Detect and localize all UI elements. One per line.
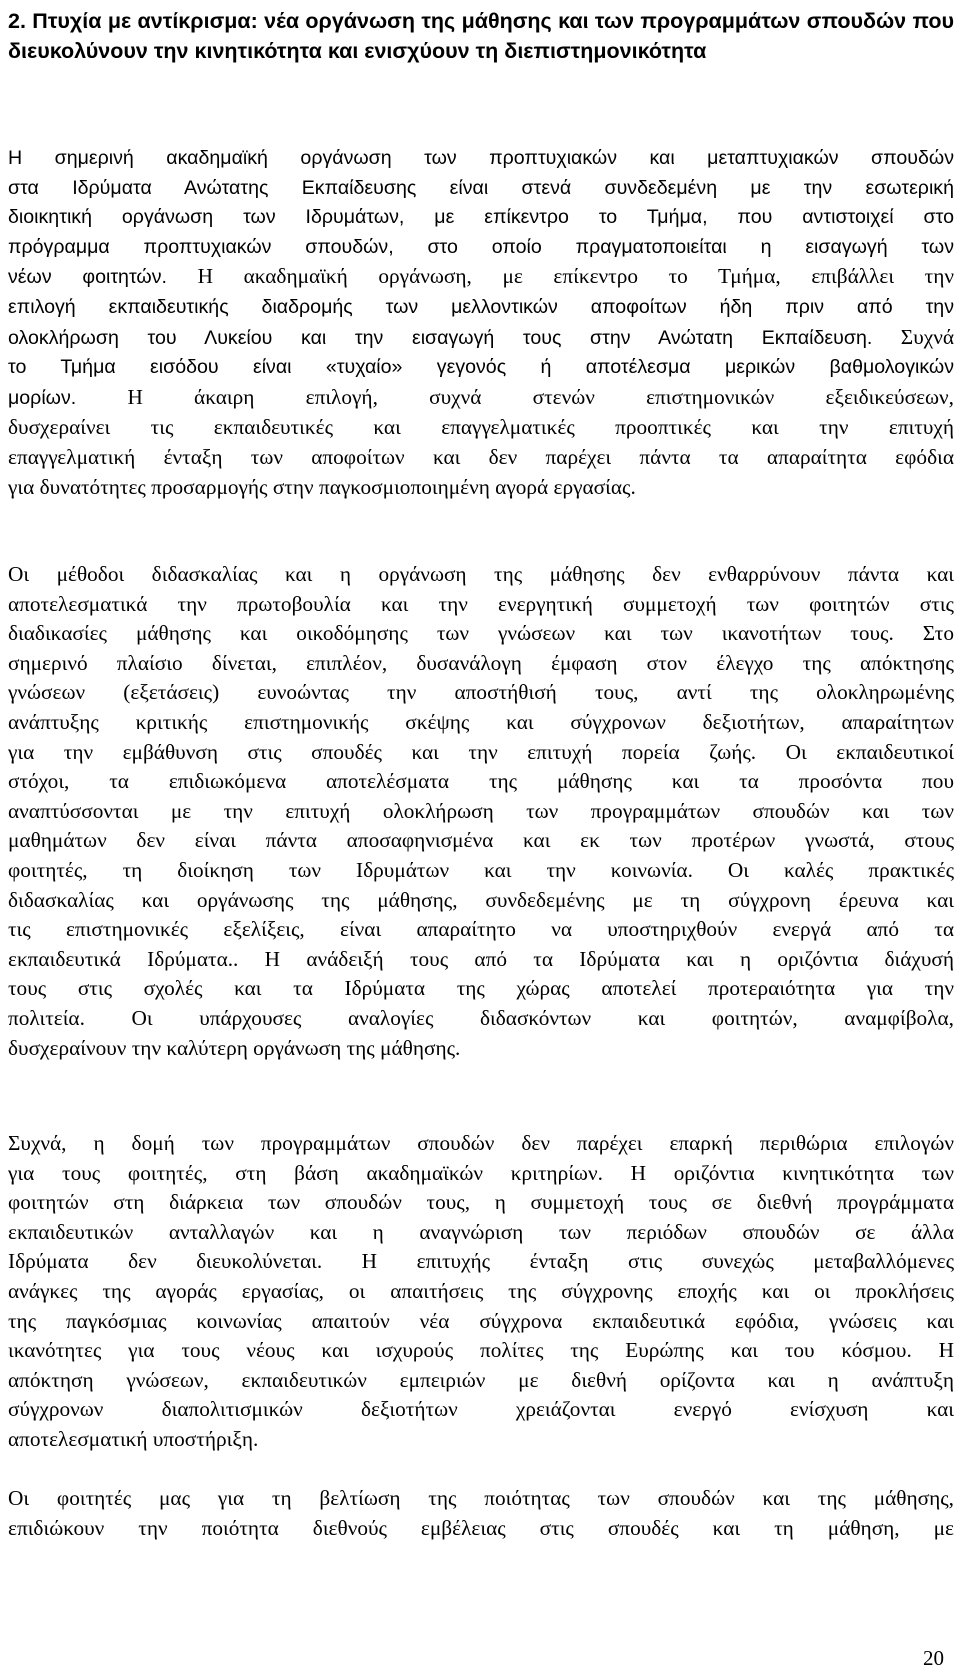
text-line: το Τμήμα εισόδου είναι «τυχαίο» γεγονός ή αποτέλεσμα μερικών βαθμολογικών (8, 356, 954, 379)
text-line: επιδιώκουν την ποιότητα διεθνούς εμβέλειας στις σπουδές και τη μάθηση, με (8, 1515, 954, 1540)
text-line: διαδικασίες μάθησης και οικοδόμησης των γνώσεων και των ικανοτήτων τους. Στο (8, 621, 954, 646)
text-line: ανάγκες της αγοράς εργασίας, οι απαιτήσεις της σύγχρονης εποχής και οι προκλήσεις (8, 1278, 954, 1303)
text-run: Συχνά (872, 324, 954, 349)
text-line: αποτελεσματική υποστήριξη. (8, 1426, 259, 1451)
text-line: διδασκαλίας και οργάνωσης της μάθησης, συνδεδεμένης με τη σύγχρονη έρευνα και (8, 887, 954, 912)
text-line: φοιτητές, τη διοίκηση των Ιδρυμάτων και την κοινωνία. Οι καλές πρακτικές (8, 857, 954, 882)
text-line: στα Ιδρύματα Ανώτατης Εκπαίδευσης είναι στενά συνδεδεμένη με την εσωτερική (8, 176, 954, 199)
text-run: ολοκλήρωση του Λυκείου και την εισαγωγή τους στην Ανώτατη Εκπαίδευση. (8, 326, 873, 349)
text-line: της παγκόσμιας κοινωνίας απαιτούν νέα σύγχρονα εκπαιδευτικά εφόδια, γνώσεις και (8, 1308, 954, 1333)
text-line: αποτελεσματικά την πρωτοβουλία και την ενεργητική συμμετοχή των φοιτητών στις (8, 591, 954, 616)
text-line: Συχνά, η δομή των προγραμμάτων σπουδών δεν παρέχει επαρκή περιθώρια επιλογών (8, 1131, 954, 1155)
text-line: δυσχεραίνουν την καλύτερη οργάνωση της μάθησης. (8, 1035, 461, 1060)
paragraph-3 (8, 1129, 954, 1455)
text-line: πρόγραμμα προπτυχιακών σπουδών, στο οποίο πραγματοποιείται η εισαγωγή των (8, 235, 954, 258)
text-line: επιλογή εκπαιδευτικής διαδρομής των μελλοντικών αποφοίτων ήδη πριν από την (8, 295, 954, 318)
text-line: Ιδρύματα δεν διευκολύνεται. Η επιτυχής ένταξη στις συνεχώς μεταβαλλόμενες (8, 1249, 954, 1274)
text-run: Η ακαδημαϊκή οργάνωση, με επίκεντρο το Τμήμα, επιβάλλει την (166, 264, 954, 289)
text-line: σύγχρονων διαπολιτισμικών δεξιοτήτων χρειάζονται ενεργό ενίσχυση και (8, 1397, 954, 1422)
text-line: για δυνατότητες προσαρμογής στην παγκοσμιοποιημένη αγορά εργασίας. (8, 474, 636, 499)
text-line: επαγγελματική ένταξη των αποφοίτων και δεν παρέχει πάντα τα απαραίτητα εφόδια (8, 444, 954, 469)
text-line: για την εμβάθυνση στις σπουδές και την επιτυχή πορεία ζωής. Οι εκπαιδευτικοί (8, 739, 954, 764)
text-line: φοιτητών στη διάρκεια των σπουδών τους, η συμμετοχή τους σε διεθνή προγράμματα (8, 1190, 954, 1215)
text-line: εκπαιδευτικών ανταλλαγών και η αναγνώριση των περιόδων σπουδών σε άλλα (8, 1219, 954, 1244)
text-line (8, 383, 954, 414)
page-number: 20 (923, 1646, 944, 1670)
text-line: στόχοι, τα επιδιωκόμενα αποτελέσματα της μάθησης και τα προσόντα που (8, 769, 954, 794)
text-line: τις επιστημονικές εξελίξεις, είναι απαραίτητο να υποστηριχθούν ενεργά από τα (8, 917, 954, 942)
text-run: μορίων. (8, 386, 77, 409)
text-line (8, 262, 954, 293)
text-line: αναπτύσσονται με την επιτυχή ολοκλήρωση των προγραμμάτων σπουδών και των (8, 798, 954, 823)
text-line: Η σημερινή ακαδημαϊκή οργάνωση των προπτυχιακών και μεταπτυχιακών σπουδών (8, 147, 954, 169)
text-line: τους στις σχολές και τα Ιδρύματα της χώρας αποτελεί προτεραιότητα για την (8, 976, 954, 1001)
section-heading: 2. Πτυχία με αντίκρισμα: νέα οργάνωση της μάθησης και των προγραμμάτων σπουδών που διευκολύνουν την κινητικότητα και ενισχύουν τη διεπιστημονικότητα (8, 9, 954, 63)
text-line: σημερινό πλαίσιο δίνεται, επιπλέον, δυσανάλογη έμφαση στον έλεγχο της απόκτησης (8, 650, 954, 675)
text-line: μαθημάτων δεν είναι πάντα αποσαφηνισμένα και εκ των προτέρων γνωστά, στους (8, 828, 954, 853)
document-page (8, 0, 954, 1678)
text-line: ανάπτυξης κριτικής επιστημονικής σκέψης και σύγχρονων δεξιοτήτων, απαραίτητων (8, 709, 954, 734)
text-line: Οι μέθοδοι διδασκαλίας και η οργάνωση της μάθησης δεν ενθαρρύνουν πάντα και (8, 562, 954, 586)
text-line: Οι φοιτητές μας για τη βελτίωση της ποιότητας των σπουδών και της μάθησης, (8, 1486, 954, 1510)
text-line: απόκτηση γνώσεων, εκπαιδευτικών εμπειριών με διεθνή ορίζοντα και η ανάπτυξη (8, 1367, 954, 1392)
paragraph-2 (8, 560, 954, 1063)
text-run: Η άκαιρη επιλογή, συχνά στενών επιστημονικών εξειδικεύσεων, (76, 384, 954, 409)
text-line (8, 323, 954, 354)
text-line: για τους φοιτητές, στη βάση ακαδημαϊκών κριτηρίων. Η οριζόντια κινητικότητα των (8, 1160, 954, 1185)
text-line: εκπαιδευτικά Ιδρύματα.. Η ανάδειξή τους από τα Ιδρύματα και η οριζόντια διάχυσή (8, 946, 954, 971)
text-line: ικανότητες για τους νέους και ισχυρούς πολίτες της Ευρώπης και του κόσμου. Η (8, 1338, 954, 1363)
text-run: νέων φοιτητών. (8, 266, 167, 289)
text-line: δυσχεραίνει τις εκπαιδευτικές και επαγγελματικές προοπτικές και την επιτυχή (8, 415, 954, 440)
text-line: πολιτεία. Οι υπάρχουσες αναλογίες διδασκόντων και φοιτητών, αναμφίβολα, (8, 1005, 954, 1030)
text-line: γνώσεων (εξετάσεις) ευνοώντας την αποστήθισή τους, αντί της ολοκληρωμένης (8, 680, 954, 705)
text-line: διοικητική οργάνωση των Ιδρυμάτων, με επίκεντρο το Τμήμα, που αντιστοιχεί στο (8, 206, 954, 229)
paragraph-4 (8, 1484, 954, 1543)
paragraph-1 (8, 144, 954, 502)
